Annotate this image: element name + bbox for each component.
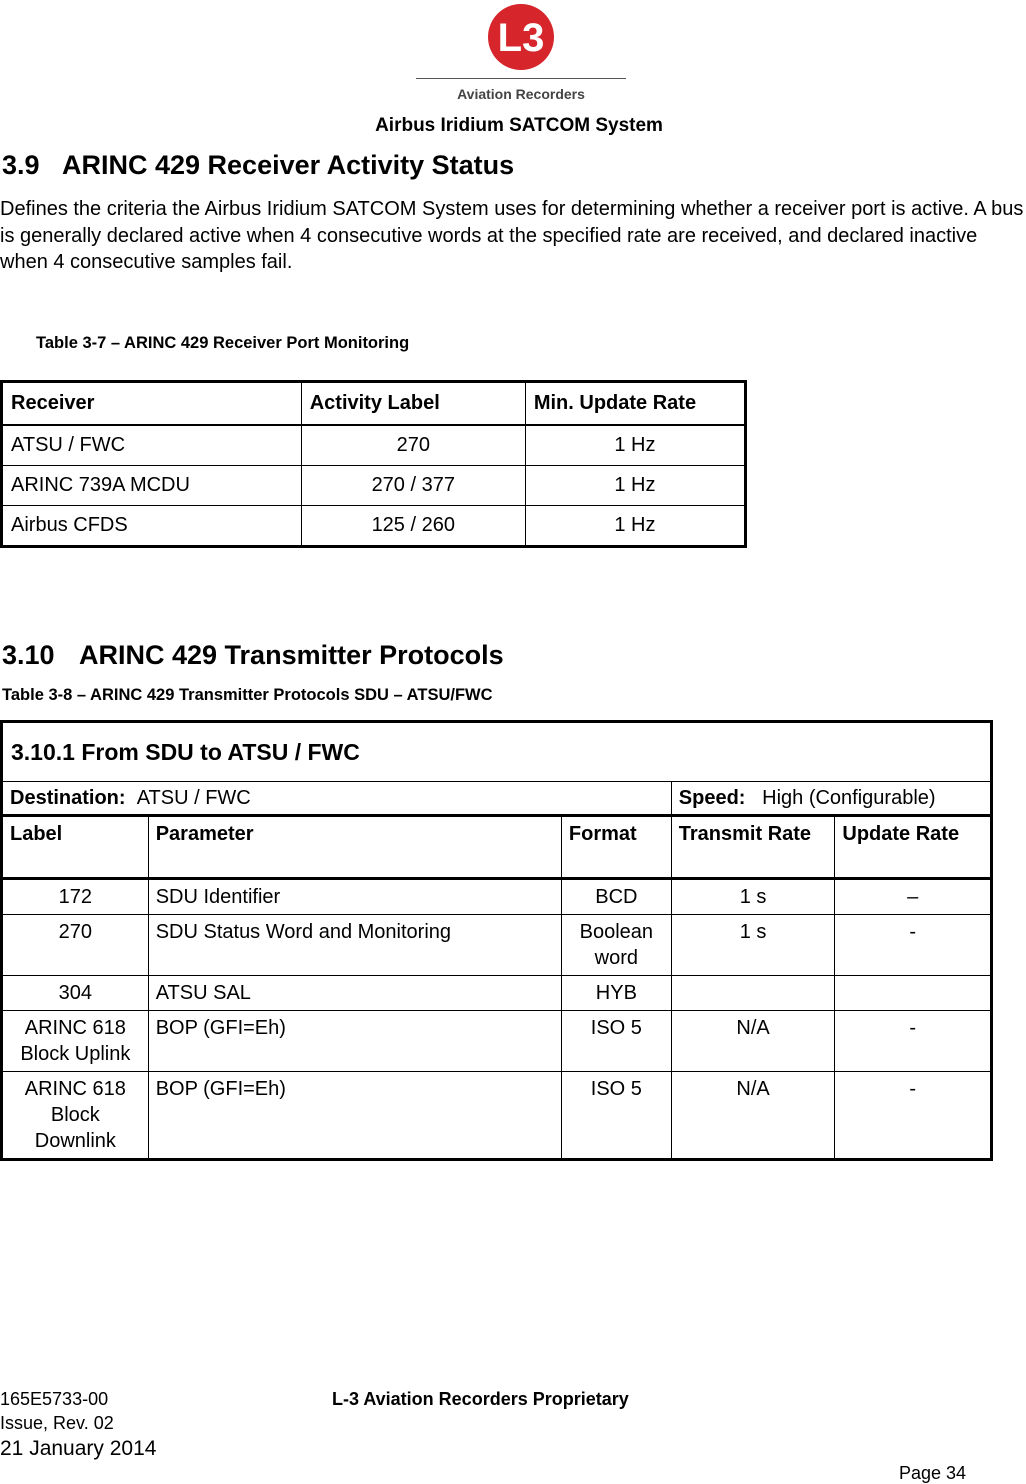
logo-divider [416, 78, 626, 79]
subsection-heading: 3.10.1 From SDU to ATSU / FWC [2, 722, 992, 782]
table-cell: 270 [301, 425, 525, 466]
table-cell: 304 [2, 976, 149, 1011]
l3-logo [486, 2, 556, 72]
document-title: Airbus Iridium SATCOM System [375, 115, 663, 136]
destination-cell [2, 782, 672, 816]
column-header: Label [2, 816, 149, 879]
section-3-10-heading [2, 640, 504, 671]
table-cell: - [835, 915, 992, 976]
table-cell: - [835, 1072, 992, 1160]
table-cell [671, 976, 835, 1011]
table-cell: 172 [2, 879, 149, 915]
column-header: Format [561, 816, 671, 879]
table-row [2, 425, 746, 466]
footer-doc-number: 165E5733-00 [0, 1389, 109, 1409]
section-3-9-heading [2, 150, 514, 181]
table-cell: ATSU SAL [148, 976, 561, 1011]
logo-text: L3 [497, 16, 545, 60]
destination-value: ATSU / FWC [136, 787, 251, 809]
table-cell: ISO 5 [561, 1072, 671, 1160]
table-cell [835, 976, 992, 1011]
transmitter-protocols-table [0, 720, 993, 1161]
table-cell: ISO 5 [561, 1011, 671, 1072]
section-number: 3.9 [2, 150, 40, 180]
speed-label: Speed: [678, 787, 746, 809]
speed-cell [671, 782, 991, 816]
table-row [2, 466, 746, 506]
table-row [2, 915, 992, 976]
table-cell: BOP (GFI=Eh) [148, 1011, 561, 1072]
table-row [2, 506, 746, 547]
table-cell: 270 [2, 915, 149, 976]
footer-issue: Issue, Rev. 02 [0, 1413, 114, 1433]
column-header: Update Rate [835, 816, 992, 879]
table-row [2, 1072, 992, 1160]
table-cell: ATSU / FWC [2, 425, 302, 466]
subsection-heading-row [2, 722, 992, 782]
column-header: Min. Update Rate [525, 382, 745, 426]
table-cell: - [835, 1011, 992, 1072]
table-cell: SDU Identifier [148, 879, 561, 915]
table-3-8-caption: Table 3-8 – ARINC 429 Transmitter Protocols SDU – ATSU/FWC [2, 686, 493, 704]
logo-subtitle: Aviation Recorders [457, 86, 585, 102]
table-cell: ARINC 618 Block Uplink [2, 1011, 149, 1072]
speed-value: High (Configurable) [762, 787, 936, 809]
table-cell: ARINC 739A MCDU [2, 466, 302, 506]
column-header: Activity Label [301, 382, 525, 426]
table-cell: BOP (GFI=Eh) [148, 1072, 561, 1160]
column-header: Receiver [2, 382, 302, 426]
table-cell: 1 Hz [525, 466, 745, 506]
table-row [2, 976, 992, 1011]
column-header: Transmit Rate [671, 816, 835, 879]
table-cell: BCD [561, 879, 671, 915]
section-title: ARINC 429 Receiver Activity Status [62, 150, 515, 180]
table-cell: 1 Hz [525, 506, 745, 547]
table-row [2, 879, 992, 915]
table-cell: 1 s [671, 915, 835, 976]
receiver-port-monitoring-table [0, 380, 747, 548]
table-cell: HYB [561, 976, 671, 1011]
table-cell: 1 Hz [525, 425, 745, 466]
destination-row [2, 782, 992, 816]
table-cell: 125 / 260 [301, 506, 525, 547]
destination-label: Destination: [10, 787, 126, 809]
column-header: Parameter [148, 816, 561, 879]
footer-proprietary: L-3 Aviation Recorders Proprietary [332, 1389, 629, 1409]
table-3-7-caption: Table 3-7 – ARINC 429 Receiver Port Monitoring [36, 334, 410, 352]
section-number: 3.10 [2, 640, 55, 670]
table-cell: N/A [671, 1011, 835, 1072]
footer-page-number: Page 34 [899, 1463, 967, 1483]
section-title: ARINC 429 Transmitter Protocols [79, 640, 504, 670]
section-3-9-paragraph: Defines the criteria the Airbus Iridium SATCOM System uses for determining whether a receiver port is active. A bus is generally declared active when 4 consecutive words at the specified rate are received, and declared inactive when 4 consecutive samples fail. [0, 198, 1024, 273]
table-cell: 1 s [671, 879, 835, 915]
footer-date: 21 January 2014 [0, 1437, 157, 1460]
table-cell: 270 / 377 [301, 466, 525, 506]
table-cell: Boolean word [561, 915, 671, 976]
table-row [2, 1011, 992, 1072]
table-header-row [2, 382, 746, 426]
table-cell: N/A [671, 1072, 835, 1160]
table-cell: ARINC 618 Block Downlink [2, 1072, 149, 1160]
table-header-row [2, 816, 992, 879]
table-cell: SDU Status Word and Monitoring [148, 915, 561, 976]
table-cell: Airbus CFDS [2, 506, 302, 547]
table-cell: – [835, 879, 992, 915]
